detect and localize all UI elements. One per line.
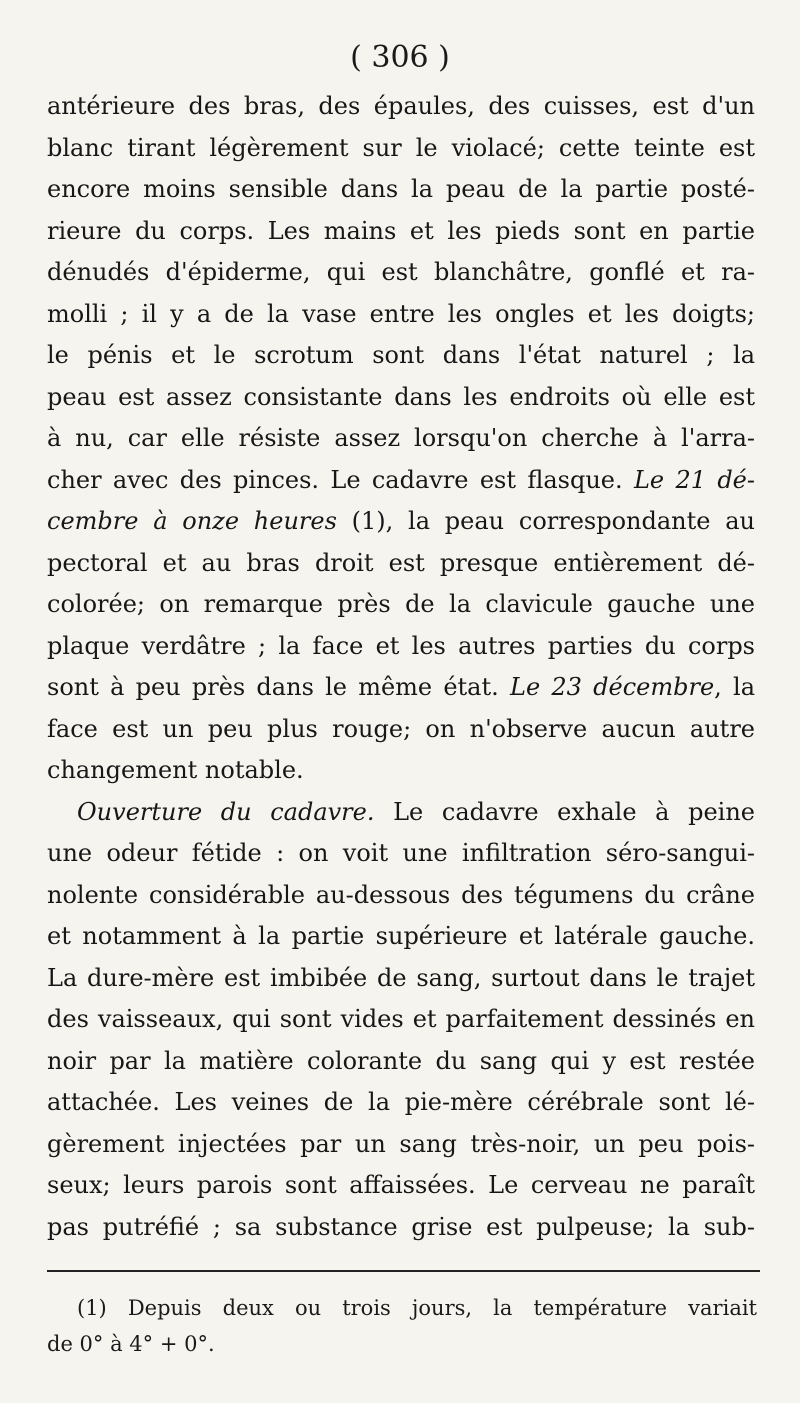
text-segment: cher avec des pinces. Le cadavre est flasque. [47,465,623,494]
text-line [47,460,755,502]
text-line: peau est assez consistante dans les endroits où elle est [47,382,755,411]
italic-date: décembre [593,673,715,701]
text-line: colorée; on remarque près de la clavicule gauche une [47,590,755,618]
text-line: à nu, car elle résiste assez lorsqu'on cherche à l'arra- [47,424,755,452]
text-line: seux; leurs parois sont affaissées. Le cerveau ne paraît [47,1171,755,1199]
body-text [47,86,755,1248]
italic-date: cembre à onze heures [47,507,337,535]
footnote-rule [47,1270,760,1272]
text-segment: Le cadavre exhale à peine [374,797,755,826]
text-line: pas putréfié ; sa substance grise est pulpeuse; la sub- [47,1212,755,1241]
footnote-line: de 0° à 4° + 0°. [47,1332,215,1356]
text-line [47,667,755,709]
text-line: antérieure des bras, des épaules, des cuisses, est d'un [47,92,755,120]
text-line: La dure-mère est imbibée de sang, surtout dans le trajet [47,963,755,992]
text-line: encore moins sensible dans la peau de la partie posté- [47,175,755,203]
italic-date: Le 23 [510,673,582,701]
text-line: et notamment à la partie supérieure et latérale gauche. [47,922,755,950]
footnote [47,1290,757,1362]
text-line: plaque verdâtre ; la face et les autres parties du corps [47,631,755,660]
text-line: face est un peu plus rouge; on n'observe aucun autre [47,714,755,743]
section-heading: Ouverture du cadavre. [77,797,375,826]
text-line: une odeur fétide : on voit une infiltration séro-sangui- [47,839,755,867]
text-segment: sont à peu près dans le même état. [47,673,499,701]
text-line: gèrement injectées par un sang très-noir, un peu pois- [47,1129,755,1158]
text-line: noir par la matière colorante du sang qui y est restée [47,1046,755,1075]
text-segment: , la [714,673,756,701]
page-number: ( 306 ) [350,40,450,75]
text-line [47,501,755,543]
text-line: attachée. Les veines de la pie-mère cérébrale sont lé- [47,1088,755,1116]
text-line: pectoral et au bras droit est presque entièrement dé- [47,548,755,577]
text-line: des vaisseaux, qui sont vides et parfaitement dessinés en [47,1005,755,1033]
text-line: dénudés d'épiderme, qui est blanchâtre, gonflé et ra- [47,258,755,286]
text-line: molli ; il y a de la vase entre les ongles et les doigts; [47,299,755,328]
text-line: changement notable. [47,756,304,784]
text-line [47,792,755,834]
text-line: nolente considérable au-dessous des tégumens du crâne [47,880,755,909]
text-line: blanc tirant légèrement sur le violacé; cette teinte est [47,133,755,162]
text-line: rieure du corps. Les mains et les pieds sont en partie [47,216,755,245]
italic-date: Le 21 dé- [633,465,755,494]
text-segment: (1), la peau correspondante au [336,507,756,535]
footnote-line: (1) Depuis deux ou trois jours, la température variait [77,1296,757,1320]
text-line: le pénis et le scrotum sont dans l'état naturel ; la [47,341,755,369]
